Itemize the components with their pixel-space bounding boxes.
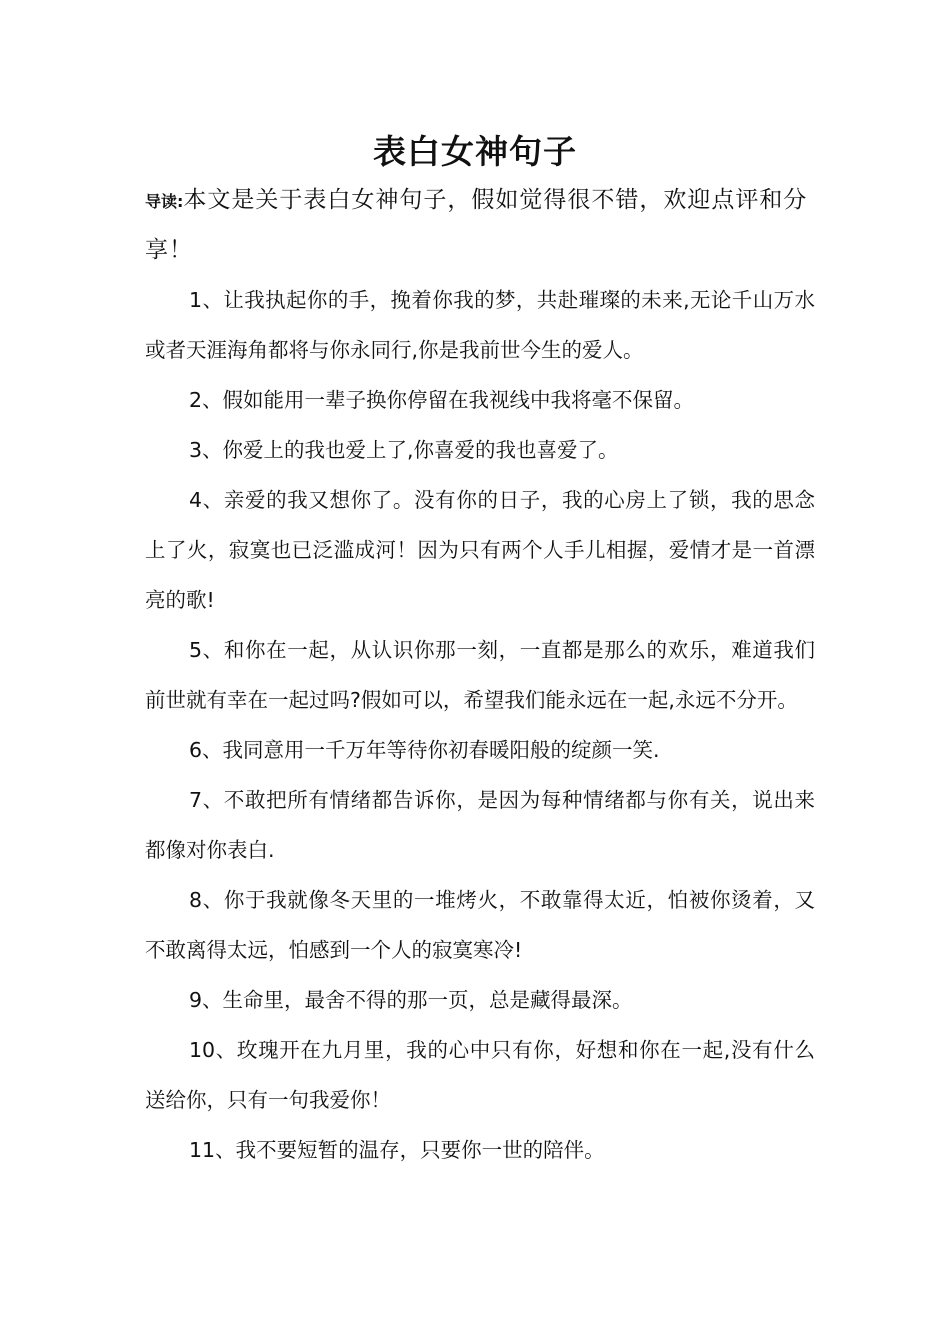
sentence-paragraph-10: 10、玫瑰开在九月里，我的心中只有你，好想和你在一起,没有什么送给你，只有一句我爱你！: [145, 1038, 815, 1112]
sentence-paragraph-4: 4、亲爱的我又想你了。没有你的日子，我的心房上了锁，我的思念上了火，寂寞也已泛滥成河！因为只有两个人手儿相握，爱情才是一首漂亮的歌!: [145, 488, 815, 612]
intro-label: 导读:: [145, 192, 184, 211]
sentence-paragraph-1: 1、让我执起你的手，挽着你我的梦，共赴璀璨的未来,无论千山万水或者天涯海角都将与你永同行,你是我前世今生的爱人。: [145, 288, 815, 362]
sentence-paragraph-8: 8、你于我就像冬天里的一堆烤火，不敢靠得太近，怕被你烫着，又不敢离得太远，怕感到一个人的寂寞寒冷!: [145, 888, 815, 962]
sentence-paragraph-9: 9、生命里，最舍不得的那一页，总是藏得最深。: [189, 988, 633, 1012]
sentence-paragraph-2: 2、假如能用一辈子换你停留在我视线中我将毫不保留。: [189, 388, 695, 412]
sentence-paragraph-11: 11、我不要短暂的温存，只要你一世的陪伴。: [189, 1138, 605, 1162]
sentence-paragraph-3: 3、你爱上的我也爱上了,你喜爱的我也喜爱了。: [189, 438, 619, 462]
sentence-paragraph-7: 7、不敢把所有情绪都告诉你，是因为每种情绪都与你有关，说出来都像对你表白.: [145, 788, 815, 862]
sentence-paragraph-6: 6、我同意用一千万年等待你初春暖阳般的绽颜一笑.: [189, 738, 660, 762]
document-title: 表白女神句子: [373, 132, 577, 171]
sentence-paragraph-5: 5、和你在一起，从认识你那一刻，一直都是那么的欢乐，难道我们前世就有幸在一起过吗?假如可以，希望我们能永远在一起,永远不分开。: [145, 638, 815, 712]
intro-text: 本文是关于表白女神句子，假如觉得很不错，欢迎点评和分享！: [145, 187, 808, 263]
sentence-list: [145, 275, 815, 1175]
intro-paragraph: [145, 176, 810, 275]
